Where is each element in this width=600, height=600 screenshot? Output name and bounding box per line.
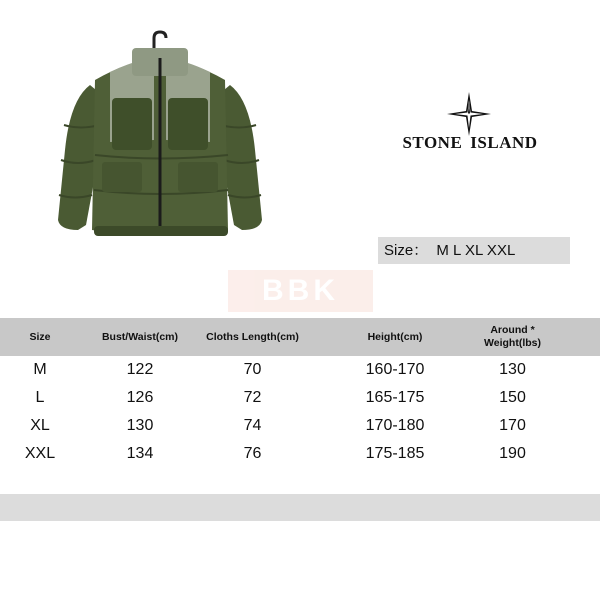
cell-height: 170-180 xyxy=(365,417,425,434)
cell-bust: 126 xyxy=(126,389,154,406)
header-size: Size xyxy=(29,330,51,343)
watermark: BBK xyxy=(228,270,373,312)
cell-bust: 134 xyxy=(126,445,154,462)
footer-bar xyxy=(0,494,600,521)
product-jacket-image xyxy=(50,30,270,245)
cell-length: 76 xyxy=(243,445,262,462)
header-weight: Around * Weight(lbs) xyxy=(484,324,541,349)
table-row xyxy=(0,440,600,468)
header-length: Cloths Length(cm) xyxy=(206,330,299,343)
table-row xyxy=(0,412,600,440)
available-sizes-bar xyxy=(378,237,570,264)
brand-logo xyxy=(395,90,545,170)
table-row xyxy=(0,356,600,384)
header-height: Height(cm) xyxy=(367,330,423,343)
cell-length: 70 xyxy=(243,361,262,378)
cell-size: L xyxy=(35,389,45,406)
cell-height: 165-175 xyxy=(365,389,425,406)
cell-height: 175-185 xyxy=(365,445,425,462)
sizes-label: Size： xyxy=(384,242,429,259)
cell-size: XXL xyxy=(24,445,56,462)
table-row xyxy=(0,384,600,412)
cell-height: 160-170 xyxy=(365,361,425,378)
cell-bust: 122 xyxy=(126,361,154,378)
sizes-list: M L XL XXL xyxy=(436,242,516,259)
cell-size: XL xyxy=(30,417,50,434)
cell-length: 72 xyxy=(243,389,262,406)
cell-bust: 130 xyxy=(126,417,154,434)
header-bust-waist: Bust/Waist(cm) xyxy=(101,330,179,343)
cell-weight: 130 xyxy=(499,361,526,378)
table-header xyxy=(0,318,600,356)
cell-weight: 190 xyxy=(499,445,526,462)
compass-star-icon xyxy=(447,92,491,136)
brand-name: STONE ISLAND xyxy=(402,133,538,152)
size-chart-table xyxy=(0,318,600,468)
cell-length: 74 xyxy=(243,417,262,434)
cell-weight: 150 xyxy=(499,389,526,406)
cell-weight: 170 xyxy=(499,417,526,434)
cell-size: M xyxy=(33,361,47,378)
